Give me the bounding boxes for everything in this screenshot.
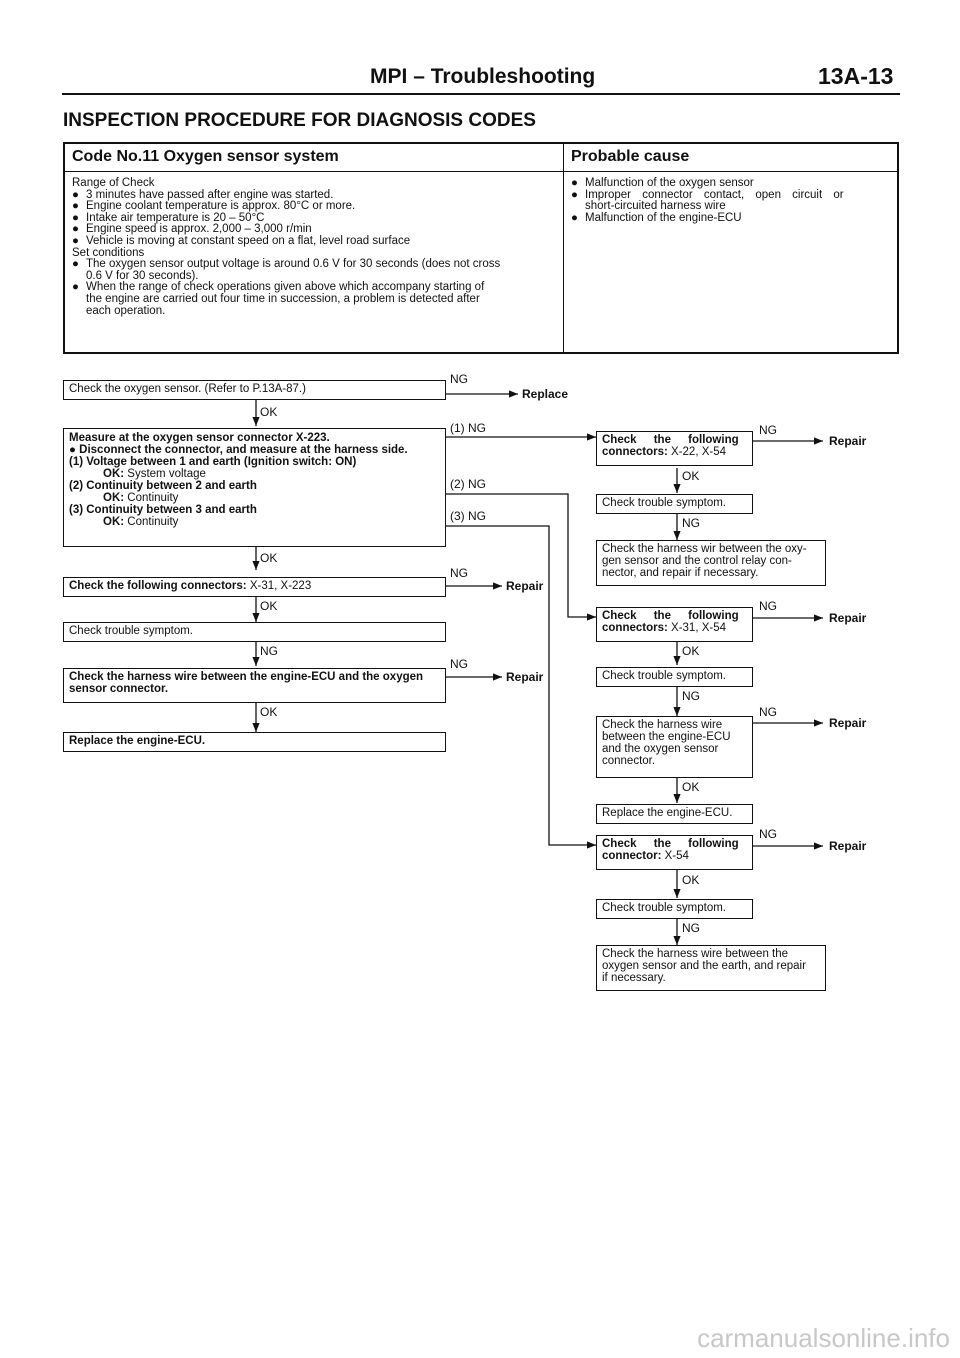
ng-label: NG xyxy=(682,921,700,935)
repair-label: Repair xyxy=(829,839,867,853)
ng-label: NG xyxy=(682,689,700,703)
ng-label: NG xyxy=(450,566,468,580)
section-title-mpi: MPI xyxy=(370,65,408,88)
set-item-cont: the engine are carried out four time in succession, a problem is detected after xyxy=(86,292,480,305)
check-connectors-x31-x223-box: Check the following connectors: X-31, X-223 xyxy=(63,577,446,597)
check-harness-relay-box: Check the harness wir between the oxy- gen sensor and the control relay con- nector, and repair if necessary. xyxy=(596,540,826,586)
cause-item: ● Malfunction of the engine-ECU xyxy=(571,211,742,224)
ng-label: NG xyxy=(759,423,777,437)
range-item: ● Engine coolant temperature is approx. 80°C or more. xyxy=(72,200,356,213)
ng-label: NG xyxy=(260,644,278,658)
ng-label: NG xyxy=(759,599,777,613)
code-header: Code No.11 Oxygen sensor system xyxy=(72,148,339,165)
repair-label: Repair xyxy=(829,716,867,730)
set-item-cont: each operation. xyxy=(86,304,166,317)
range-item: ● 3 minutes have passed after engine was started. xyxy=(72,188,334,201)
check-harness-ecu-sensor-box: Check the harness wire between the engine-ECU and the oxygen sensor connector. xyxy=(596,716,753,778)
ok-label: OK xyxy=(682,644,700,658)
replace-engine-ecu-box: Replace the engine-ECU. xyxy=(63,732,446,752)
range-item: ● Vehicle is moving at constant speed on a flat, level road surface xyxy=(72,234,411,247)
ng1-label: (1) NG xyxy=(450,421,486,435)
replace-label: Replace xyxy=(522,387,569,401)
check-connectors-x22-x54-box: Check the following connectors: X-22, X-54 xyxy=(596,431,753,466)
ng2-label: (2) NG xyxy=(450,477,486,491)
section-title-troubleshooting: Troubleshooting xyxy=(430,65,596,88)
check-oxygen-sensor-box: Check the oxygen sensor. (Refer to P.13A-87.) xyxy=(63,380,446,400)
page-title: INSPECTION PROCEDURE FOR DIAGNOSIS CODES xyxy=(63,110,536,131)
cause-item: ● Improper connector contact, open circuit or xyxy=(571,188,844,201)
ng-label: NG xyxy=(450,372,468,386)
section-dash: – xyxy=(413,65,425,88)
check-trouble-symptom-box: Check trouble symptom. xyxy=(596,494,753,514)
ok-label: OK xyxy=(682,469,700,483)
check-connector-x54-box: Check the following connector: X-54 xyxy=(596,835,753,870)
check-harness-earth-box: Check the harness wire between the oxygen sensor and the earth, and repair if necessary. xyxy=(596,945,826,991)
replace-engine-ecu-box: Replace the engine-ECU. xyxy=(596,804,753,824)
ok-label: OK xyxy=(682,873,700,887)
ng-label: NG xyxy=(759,705,777,719)
cause-item: ● Malfunction of the oxygen sensor xyxy=(571,177,754,189)
ng3-label: (3) NG xyxy=(450,509,486,523)
check-trouble-symptom-box: Check trouble symptom. xyxy=(596,899,753,919)
ng-label: NG xyxy=(450,657,468,671)
ng-label: NG xyxy=(682,516,700,530)
check-trouble-symptom-box: Check trouble symptom. xyxy=(63,622,446,642)
repair-label: Repair xyxy=(829,611,867,625)
ok-label: OK xyxy=(260,551,278,565)
check-harness-ecu-box: Check the harness wire between the engine-ECU and the oxygen sensor connector. xyxy=(63,668,446,703)
measure-connector-box: Measure at the oxygen sensor connector X-223. ● Disconnect the connector, and measure at the harness side. (1) Voltage between 1 and earth (Ignition switch: ON) OK: System voltage (2) Continuity between 2 and earth OK: Continuity (3) Continuity between 3 and earth OK: Continuity xyxy=(63,428,446,547)
set-item: ● The oxygen sensor output voltage is around 0.6 V for 30 seconds (does not cross xyxy=(72,258,501,271)
check-trouble-symptom-box: Check trouble symptom. xyxy=(596,667,753,687)
cause-header: Probable cause xyxy=(571,148,690,165)
range-item: ● Intake air temperature is 20 – 50°C xyxy=(72,211,265,224)
page-number: 13A-13 xyxy=(818,63,894,89)
ok-label: OK xyxy=(260,599,278,613)
check-connectors-x31-x54-box: Check the following connectors: X-31, X-54 xyxy=(596,607,753,642)
set-conditions-label: Set conditions xyxy=(72,246,145,259)
ok-label: OK xyxy=(260,705,278,719)
ok-label: OK xyxy=(682,780,700,794)
set-item: ● When the range of check operations given above which accompany starting of xyxy=(72,281,485,294)
repair-label: Repair xyxy=(829,434,867,448)
cause-item-cont: short-circuited harness wire xyxy=(585,200,726,213)
ng-label: NG xyxy=(759,827,777,841)
set-item-cont: 0.6 V for 30 seconds). xyxy=(86,269,199,282)
repair-label: Repair xyxy=(506,670,544,684)
watermark: carmanualsonline.info xyxy=(697,1323,950,1353)
range-label: Range of Check xyxy=(72,177,155,189)
ok-label: OK xyxy=(260,405,278,419)
repair-label: Repair xyxy=(506,579,544,593)
range-item: ● Engine speed is approx. 2,000 – 3,000 r/min xyxy=(72,223,312,236)
